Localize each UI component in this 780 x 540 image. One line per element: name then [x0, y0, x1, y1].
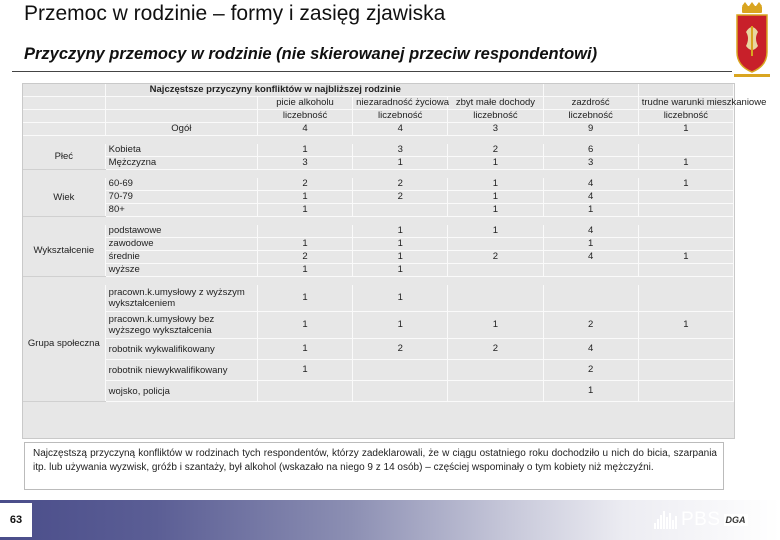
conflict-causes-table [23, 84, 767, 402]
row-label: 60-69 [105, 178, 257, 191]
measure-label: liczebność [638, 110, 733, 123]
table-cell: 1 [257, 191, 352, 204]
table-cell: 1 [638, 178, 733, 191]
table-cell: 2 [257, 178, 352, 191]
table-cell [257, 225, 352, 238]
table-cell [543, 285, 638, 312]
table-cell: 1 [448, 178, 543, 191]
table-row [23, 251, 734, 264]
row-label: Mężczyzna [105, 157, 257, 170]
table-cell: 2 [448, 339, 543, 360]
table-cell: 1 [257, 238, 352, 251]
row-label: zawodowe [105, 238, 257, 251]
table-row [23, 144, 734, 157]
row-label: robotnik niewykwalifikowany [105, 360, 257, 381]
logo-badge: DGA [725, 515, 746, 525]
table-cell: 1 [353, 157, 448, 170]
table-cell: 1 [448, 312, 543, 339]
row-label: 80+ [105, 204, 257, 217]
logo-text: PBS [681, 509, 721, 530]
table-row [23, 204, 734, 217]
table-cell: 1 [257, 204, 352, 217]
table-cell: 1 [353, 225, 448, 238]
table-cell [353, 360, 448, 381]
column-header: zbyt małe dochody [448, 97, 543, 110]
row-label: średnie [105, 251, 257, 264]
table-cell: 4 [543, 339, 638, 360]
table-caption-row [23, 84, 734, 97]
table-row [23, 238, 734, 251]
table-cell [638, 285, 733, 312]
pbs-logo [654, 508, 748, 532]
group-label: Grupa społeczna [23, 285, 105, 402]
table-cell: 2 [448, 144, 543, 157]
table-cell [543, 264, 638, 277]
table-cell: 1 [353, 285, 448, 312]
table-cell [257, 381, 352, 402]
group-label: Wykształcenie [23, 225, 105, 277]
header-divider [12, 71, 732, 72]
table-cell [638, 238, 733, 251]
table-cell: 1 [257, 264, 352, 277]
data-table [22, 83, 767, 439]
measure-label: liczebność [257, 110, 352, 123]
table-cell: 3 [448, 123, 543, 136]
row-label: robotnik wykwalifikowany [105, 339, 257, 360]
crest-icon [732, 2, 772, 78]
table-cell: 2 [543, 312, 638, 339]
table-cell: 1 [257, 360, 352, 381]
page-number: 63 [0, 503, 32, 537]
table-cell: 1 [257, 144, 352, 157]
measure-label: liczebność [353, 110, 448, 123]
table-cell: 1 [353, 251, 448, 264]
table-cell: 3 [257, 157, 352, 170]
summary-note: Najczęstszą przyczyną konfliktów w rodzinach tych respondentów, którzy zadeklarowali, że w ciągu ostatniego roku dochodziło u nich do bicia, szarpania itp. lub używania wyzwisk, gróźb i szantaży, był alkohol (wskazało na niego 9 z 14 osób) – częściej wspominały o tym kobiety niż mężczyźni. [24, 442, 724, 490]
table-cell: 1 [448, 191, 543, 204]
table-cell [448, 381, 543, 402]
measure-row [23, 110, 734, 123]
table-cell [353, 381, 448, 402]
table-cell: 1 [257, 285, 352, 312]
table-cell [638, 360, 733, 381]
table-cell [448, 360, 543, 381]
table-cell [638, 381, 733, 402]
row-label: pracown.k.umysłowy bez wyższego wykształcenia [105, 312, 257, 339]
table-cell: 6 [543, 144, 638, 157]
table-row [23, 191, 734, 204]
table-cell [638, 225, 733, 238]
table-row [23, 360, 734, 381]
table-cell: 1 [543, 238, 638, 251]
table-cell: 1 [638, 251, 733, 264]
row-label: podstawowe [105, 225, 257, 238]
table-cell: 1 [448, 204, 543, 217]
table-cell: 1 [353, 238, 448, 251]
page-subtitle: Przyczyny przemocy w rodzinie (nie skierowanej przeciw respondentowi) [24, 45, 598, 63]
table-cell: 4 [257, 123, 352, 136]
row-label: wojsko, policja [105, 381, 257, 402]
table-cell: 1 [448, 157, 543, 170]
row-label: Kobieta [105, 144, 257, 157]
column-header: niezaradność życiowa [353, 97, 448, 110]
table-cell: 2 [353, 339, 448, 360]
table-cell: 1 [543, 204, 638, 217]
column-header-row [23, 97, 734, 110]
table-cell [448, 285, 543, 312]
table-cell: 2 [257, 251, 352, 264]
table-cell [353, 204, 448, 217]
table-cell: 1 [638, 123, 733, 136]
column-header: trudne warunki mieszkaniowe [638, 97, 733, 110]
group-label: Płeć [23, 144, 105, 170]
table-cell: 3 [543, 157, 638, 170]
table-row [23, 381, 734, 402]
table-cell: 1 [257, 339, 352, 360]
table-cell: 2 [353, 178, 448, 191]
table-caption: Najczęstsze przyczyny konfliktów w najbliższej rodzinie [105, 84, 543, 97]
table-row [23, 178, 734, 191]
table-cell [638, 144, 733, 157]
table-cell: 1 [448, 225, 543, 238]
table-cell: 4 [543, 251, 638, 264]
total-label: Ogół [105, 123, 257, 136]
measure-label: liczebność [543, 110, 638, 123]
measure-label: liczebność [448, 110, 543, 123]
table-cell: 3 [353, 144, 448, 157]
table-row [23, 285, 734, 312]
group-spacer [23, 217, 734, 226]
table-cell: 1 [638, 157, 733, 170]
table-row [23, 157, 734, 170]
table-cell: 4 [543, 178, 638, 191]
group-spacer [23, 277, 734, 286]
group-spacer [23, 170, 734, 179]
table-cell: 1 [257, 312, 352, 339]
group-label: Wiek [23, 178, 105, 217]
table-cell [448, 264, 543, 277]
table-row [23, 264, 734, 277]
table-cell [638, 191, 733, 204]
table-cell: 1 [353, 312, 448, 339]
table-cell: 2 [543, 360, 638, 381]
row-label: pracown.k.umysłowy z wyższym wykształceniem [105, 285, 257, 312]
table-cell: 4 [353, 123, 448, 136]
group-spacer [23, 136, 734, 145]
column-header: zazdrość [543, 97, 638, 110]
skyline-icon [654, 511, 678, 529]
table-cell: 1 [543, 381, 638, 402]
table-cell: 1 [353, 264, 448, 277]
table-cell [448, 238, 543, 251]
page-title: Przemoc w rodzinie – formy i zasięg zjawiska [24, 2, 446, 25]
row-label: 70-79 [105, 191, 257, 204]
table-cell: 4 [543, 191, 638, 204]
table-cell: 4 [543, 225, 638, 238]
table-cell [638, 264, 733, 277]
table-cell: 2 [448, 251, 543, 264]
table-cell: 9 [543, 123, 638, 136]
table-cell: 1 [638, 312, 733, 339]
row-label: wyższe [105, 264, 257, 277]
table-row [23, 225, 734, 238]
table-cell: 2 [353, 191, 448, 204]
table-row [23, 339, 734, 360]
column-header: picie alkoholu [257, 97, 352, 110]
table-cell [638, 339, 733, 360]
table-cell [638, 204, 733, 217]
table-row [23, 312, 734, 339]
total-row [23, 123, 734, 136]
